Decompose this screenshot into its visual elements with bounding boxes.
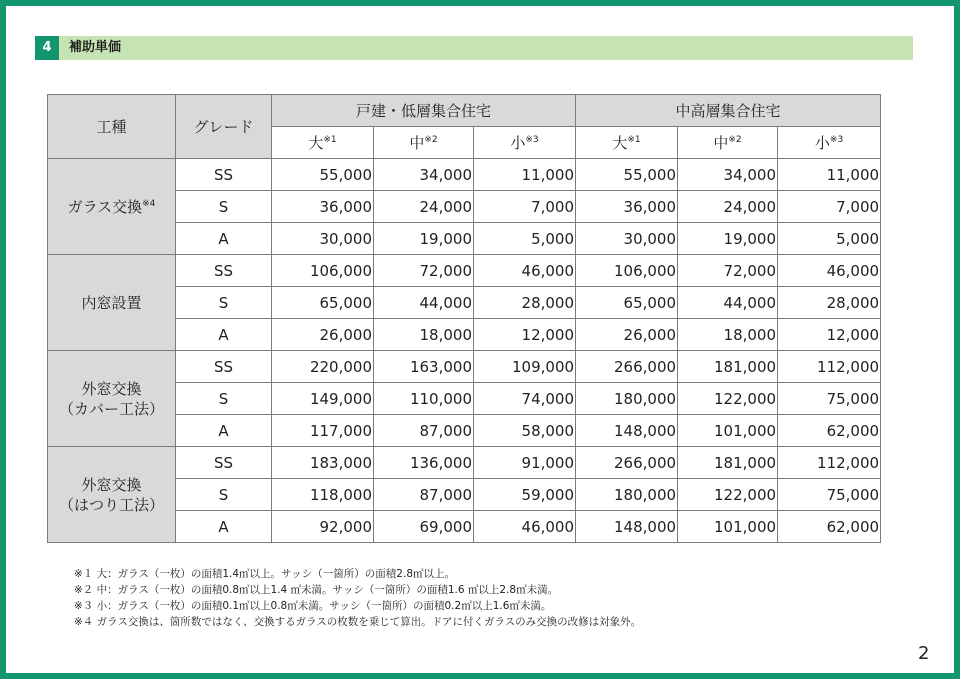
grade-cell: A <box>176 319 272 351</box>
footnote: ※４ ガラス交換は、箇所数ではなく、交換するガラスの枚数を乗じて算出。ドアに付くガラスのみ交換の改修は対象外。 <box>74 616 642 628</box>
price-cell: 266,000 <box>576 351 678 383</box>
price-cell: 180,000 <box>576 479 678 511</box>
price-cell: 34,000 <box>678 159 778 191</box>
price-cell: 69,000 <box>374 511 474 543</box>
price-cell: 149,000 <box>272 383 374 415</box>
price-cell: 122,000 <box>678 383 778 415</box>
price-cell: 87,000 <box>374 479 474 511</box>
price-cell: 101,000 <box>678 415 778 447</box>
table-row <box>48 159 881 191</box>
footnote: ※２ 中：ガラス（一枚）の面積0.8㎡以上1.4 ㎡未満。サッシ（一箇所）の面積1.6 ㎡以上2.8㎡未満。 <box>74 584 559 596</box>
price-cell: 5,000 <box>474 223 576 255</box>
price-cell: 26,000 <box>272 319 374 351</box>
price-cell: 44,000 <box>374 287 474 319</box>
grade-cell: SS <box>176 159 272 191</box>
price-cell: 75,000 <box>778 479 881 511</box>
grade-cell: S <box>176 287 272 319</box>
price-cell: 46,000 <box>474 255 576 287</box>
section-number: 4 <box>35 36 59 60</box>
grade-cell: A <box>176 223 272 255</box>
table-body <box>48 159 881 543</box>
price-cell: 163,000 <box>374 351 474 383</box>
price-cell: 109,000 <box>474 351 576 383</box>
price-cell: 5,000 <box>778 223 881 255</box>
size-header: 大$^{※1}$ <box>576 127 678 159</box>
price-cell: 117,000 <box>272 415 374 447</box>
price-cell: 36,000 <box>272 191 374 223</box>
price-cell: 7,000 <box>778 191 881 223</box>
table-row <box>48 255 881 287</box>
grade-cell: S <box>176 383 272 415</box>
price-cell: 46,000 <box>474 511 576 543</box>
price-cell: 181,000 <box>678 351 778 383</box>
price-cell: 65,000 <box>576 287 678 319</box>
price-cell: 7,000 <box>474 191 576 223</box>
size-header: 小$^{※3}$ <box>474 127 576 159</box>
price-cell: 30,000 <box>576 223 678 255</box>
price-cell: 55,000 <box>576 159 678 191</box>
price-cell: 180,000 <box>576 383 678 415</box>
price-cell: 92,000 <box>272 511 374 543</box>
footnote: ※３ 小：ガラス（一枚）の面積0.1㎡以上0.8㎡未満。サッシ（一箇所）の面積0.2㎡以上1.6㎡未満。 <box>74 600 552 612</box>
price-cell: 266,000 <box>576 447 678 479</box>
price-cell: 118,000 <box>272 479 374 511</box>
footnotes <box>74 566 641 630</box>
price-cell: 28,000 <box>474 287 576 319</box>
price-cell: 106,000 <box>576 255 678 287</box>
price-cell: 58,000 <box>474 415 576 447</box>
price-cell: 87,000 <box>374 415 474 447</box>
section-title: 補助単価 <box>69 40 122 55</box>
price-cell: 106,000 <box>272 255 374 287</box>
price-cell: 112,000 <box>778 447 881 479</box>
header-group-detached: 戸建・低層集合住宅 <box>272 95 576 127</box>
price-cell: 26,000 <box>576 319 678 351</box>
grade-cell: S <box>176 191 272 223</box>
price-cell: 24,000 <box>374 191 474 223</box>
price-cell: 44,000 <box>678 287 778 319</box>
grade-cell: S <box>176 479 272 511</box>
header-grade: グレード <box>176 95 272 159</box>
grade-cell: A <box>176 511 272 543</box>
price-cell: 183,000 <box>272 447 374 479</box>
price-cell: 112,000 <box>778 351 881 383</box>
price-cell: 75,000 <box>778 383 881 415</box>
price-cell: 28,000 <box>778 287 881 319</box>
footnote: ※１ 大：ガラス（一枚）の面積1.4㎡以上。サッシ（一箇所）の面積2.8㎡以上。 <box>74 568 456 580</box>
price-cell: 148,000 <box>576 511 678 543</box>
size-header: 中$^{※2}$ <box>374 127 474 159</box>
price-cell: 62,000 <box>778 415 881 447</box>
size-header: 大$^{※1}$ <box>272 127 374 159</box>
table-row <box>48 447 881 479</box>
grade-cell: SS <box>176 447 272 479</box>
grade-cell: SS <box>176 351 272 383</box>
page-number: 2 <box>918 643 930 664</box>
size-header: 中$^{※2}$ <box>678 127 778 159</box>
price-cell: 11,000 <box>474 159 576 191</box>
price-cell: 46,000 <box>778 255 881 287</box>
price-cell: 220,000 <box>272 351 374 383</box>
category-cell: 外窓交換 （カバー工法） <box>48 351 176 447</box>
category-cell: ガラス交換$^{※4}$ <box>48 159 176 255</box>
price-cell: 181,000 <box>678 447 778 479</box>
grade-cell: SS <box>176 255 272 287</box>
header-group-midrise: 中高層集合住宅 <box>576 95 881 127</box>
subsidy-table <box>47 94 881 543</box>
price-cell: 148,000 <box>576 415 678 447</box>
price-cell: 110,000 <box>374 383 474 415</box>
price-cell: 122,000 <box>678 479 778 511</box>
table-row <box>48 351 881 383</box>
category-cell: 内窓設置 <box>48 255 176 351</box>
price-cell: 19,000 <box>678 223 778 255</box>
price-cell: 30,000 <box>272 223 374 255</box>
header-category: 工種 <box>48 95 176 159</box>
price-cell: 12,000 <box>474 319 576 351</box>
price-cell: 36,000 <box>576 191 678 223</box>
price-cell: 65,000 <box>272 287 374 319</box>
price-cell: 72,000 <box>678 255 778 287</box>
grade-cell: A <box>176 415 272 447</box>
price-cell: 34,000 <box>374 159 474 191</box>
price-cell: 72,000 <box>374 255 474 287</box>
price-cell: 62,000 <box>778 511 881 543</box>
price-cell: 74,000 <box>474 383 576 415</box>
category-cell: 外窓交換 （はつり工法） <box>48 447 176 543</box>
price-cell: 12,000 <box>778 319 881 351</box>
price-cell: 24,000 <box>678 191 778 223</box>
price-cell: 101,000 <box>678 511 778 543</box>
price-cell: 55,000 <box>272 159 374 191</box>
section-header <box>35 36 913 60</box>
size-header: 小$^{※3}$ <box>778 127 881 159</box>
price-cell: 18,000 <box>678 319 778 351</box>
price-cell: 18,000 <box>374 319 474 351</box>
price-cell: 11,000 <box>778 159 881 191</box>
price-cell: 19,000 <box>374 223 474 255</box>
price-cell: 91,000 <box>474 447 576 479</box>
price-cell: 59,000 <box>474 479 576 511</box>
price-cell: 136,000 <box>374 447 474 479</box>
